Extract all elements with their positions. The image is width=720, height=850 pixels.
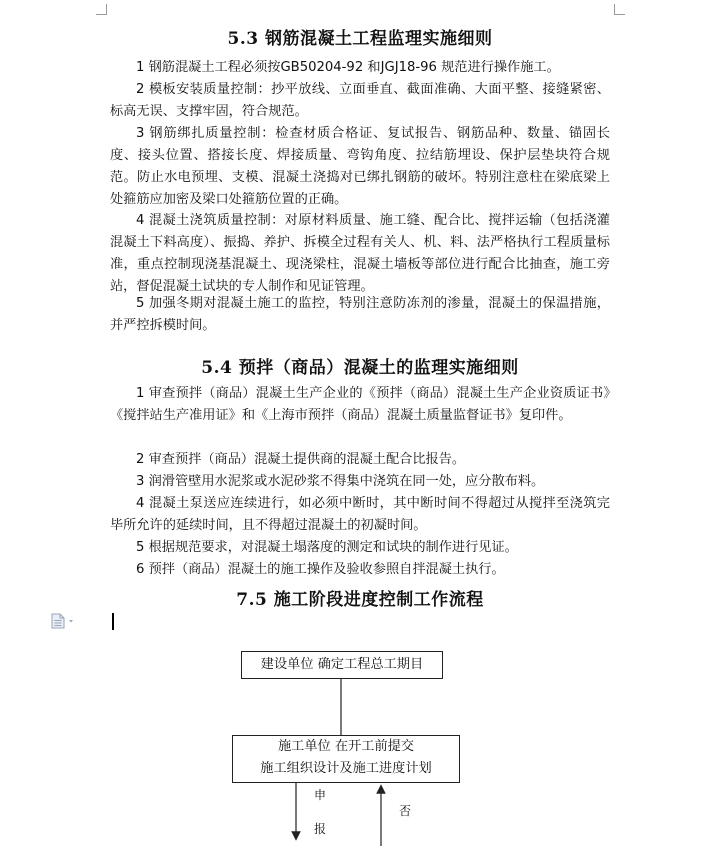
section-title: 7.5 施工阶段进度控制工作流程: [236, 590, 484, 610]
flow-label-bao: 报: [314, 822, 327, 836]
flow-box-owner: 建设单位 确定工程总工期目: [241, 651, 443, 679]
paragraph: 2 模板安装质量控制：抄平放线、立面垂直、截面准确、大面平整、接缝紧密、标高无误、支撑牢固，符合规范。: [110, 82, 610, 119]
flow-box-line: 施工单位 在开工前提交: [277, 739, 415, 754]
paragraph: 3 润滑管壁用水泥浆或水泥砂浆不得集中浇筑在同一处，应分散布料。: [136, 474, 545, 489]
paragraph: 1 钢筋混凝土工程必须按GB50204-92 和JGJ18-96 规范进行操作施工。: [136, 60, 560, 75]
paragraph: 4 混凝土泵送应连续进行，如必须中断时，其中断时间不得超过从搅拌至浇筑完毕所允许的延续时间，且不得超过混凝土的初凝时间。: [110, 496, 610, 533]
paragraph: 3 钢筋绑扎质量控制：检查材质合格证、复试报告、钢筋品种、数量、锚固长度、接头位置、搭接长度、焊接质量、弯钩角度、拉结筋埋设、保护层垫块符合规范。防止水电预埋、支模、混凝土浇捣对已绑扎钢筋的破坏。特别注意柱在梁底梁上处箍筋应加密及梁口处箍筋位置的正确。: [110, 126, 610, 207]
flow-label-fou: 否: [399, 804, 412, 818]
flow-box-line: 施工组织设计及施工进度计划: [260, 761, 432, 776]
section-title: 5.3 钢筋混凝土工程监理实施细则: [227, 29, 493, 49]
flow-label-shen: 申: [314, 788, 327, 802]
paragraph: 6 预拌（商品）混凝土的施工操作及验收参照自拌混凝土执行。: [136, 562, 505, 577]
flow-box-contractor: [232, 735, 460, 783]
paragraph: 2 审查预拌（商品）混凝土提供商的混凝土配合比报告。: [136, 452, 466, 467]
paragraph: 5 根据规范要求，对混凝土塌落度的测定和试块的制作进行见证。: [136, 540, 518, 555]
paragraph: 4 混凝土浇筑质量控制：对原材料质量、施工缝、配合比、搅拌运输（包括浇灌混凝土下料高度）、振捣、养护、拆模全过程有关人、机、料、法严格执行工程质量标准，重点控制现浇基混凝土、现浇梁柱，混凝土墙板等部位进行配合比抽查，施工旁站，督促混凝土试块的专人制作和见证管理。: [110, 213, 610, 294]
section-title: 5.4 预拌（商品）混凝土的监理实施细则: [201, 358, 519, 378]
paragraph: 5 加强冬期对混凝土施工的监控，特别注意防冻剂的渗量，混凝土的保温措施，并严控拆模时间。: [110, 296, 610, 333]
paragraph: 1 审查预拌（商品）混凝土生产企业的《预拌（商品）混凝土生产企业资质证书》《搅拌站生产准用证》和《上海市预拌（商品）混凝土质量监督证书》复印件。: [110, 386, 610, 423]
